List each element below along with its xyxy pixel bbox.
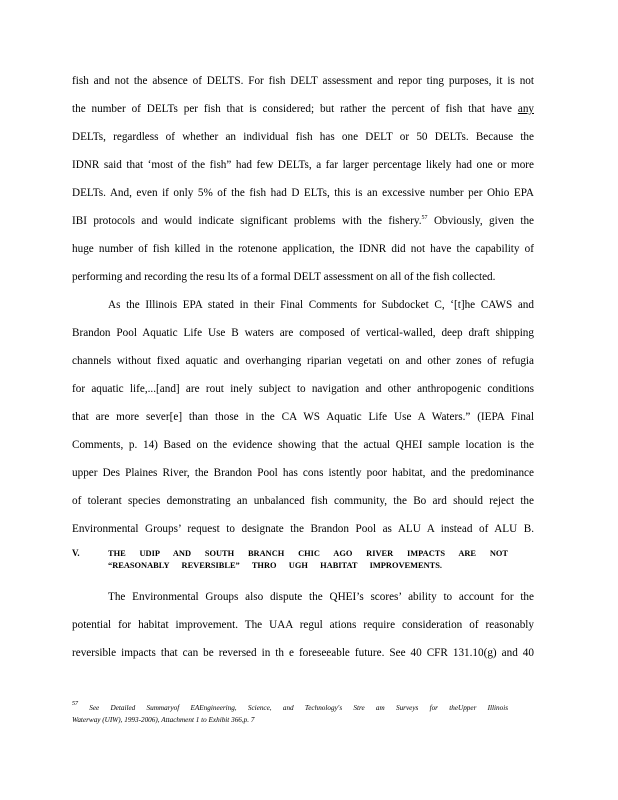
section-heading-line: THE UDIP AND SOUTH BRANCH CHIC AGO RIVER IMPACTS ARE NOT: [108, 549, 508, 558]
body-line: Comments, p. 14) Based on the evidence showing that the actual QHEI sample location is the: [72, 439, 534, 451]
footnote-reference: 57: [421, 215, 428, 221]
body-line: Environmental Groups’ request to designate the Brandon Pool as ALU A instead of ALU B.: [72, 523, 534, 535]
section-number: V.: [72, 548, 80, 558]
underlined-word: any: [517, 103, 535, 115]
body-line: fish and not the absence of DELTS. For fish DELT assessment and repor ting purposes, it is not: [72, 75, 534, 87]
body-line: The Environmental Groups also dispute the QHEI’s scores’ ability to account for the: [108, 591, 534, 603]
body-line: upper Des Plaines River, the Brandon Pool has cons istently poor habitat, and the predominance: [72, 467, 534, 479]
body-line: the number of DELTs per fish that is considered; but rather the percent of fish that have any: [72, 103, 535, 115]
body-line: performing and recording the resu lts of a formal DELT assessment on all of the fish collected.: [72, 271, 496, 283]
body-line: huge number of fish killed in the rotenone application, the IDNR did not have the capability of: [72, 243, 534, 255]
footnote-marker: 57: [72, 701, 78, 707]
body-line: for aquatic life,...[and] are rout inely subject to navigation and other anthropogenic conditions: [72, 383, 534, 395]
body-line: reversible impacts that can be reversed in th e foreseeable future. See 40 CFR 131.10(g) and 40: [72, 647, 534, 659]
footnote-line: Waterway (UIW), 1993-2006), Attachment 1 to Exhibit 366,p. 7: [72, 716, 255, 724]
body-line: of tolerant species demonstrating an unbalanced fish community, the Bo ard should reject the: [72, 495, 534, 507]
body-line: IBI protocols and would indicate significant problems with the fishery.$^{57}$ Obviously, given the: [72, 215, 535, 227]
footnote-line: $^{57}$ See Detailed Summaryof EAEngineering, Science, and Technology's Stre am Surveys for theUpper Illinois: [72, 701, 509, 712]
body-line: As the Illinois EPA stated in their Final Comments for Subdocket C, ‘[t]he CAWS and: [108, 299, 534, 311]
body-line: Brandon Pool Aquatic Life Use B waters are composed of vertical-walled, deep draft shipping: [72, 327, 534, 339]
body-line: that are more sever[e] than those in the CA WS Aquatic Life Use A Waters.” (IEPA Final: [72, 411, 534, 423]
body-line: channels without fixed aquatic and overhanging riparian vegetati on and other zones of refugia: [72, 355, 534, 367]
section-heading-line: “REASONABLY REVERSIBLE” THRO UGH HABITAT IMPROVEMENTS.: [108, 561, 442, 570]
body-line: DELTs. And, even if only 5% of the fish had D ELTs, this is an excessive number per Ohio EPA: [72, 187, 534, 199]
body-line: DELTs, regardless of whether an individual fish has one DELT or 50 DELTs. Because the: [72, 131, 534, 143]
body-line: IDNR said that ‘most of the fish” had few DELTs, a far larger percentage likely had one or more: [72, 159, 534, 171]
body-line: potential for habitat improvement. The UAA regul ations require consideration of reasonably: [72, 619, 534, 631]
